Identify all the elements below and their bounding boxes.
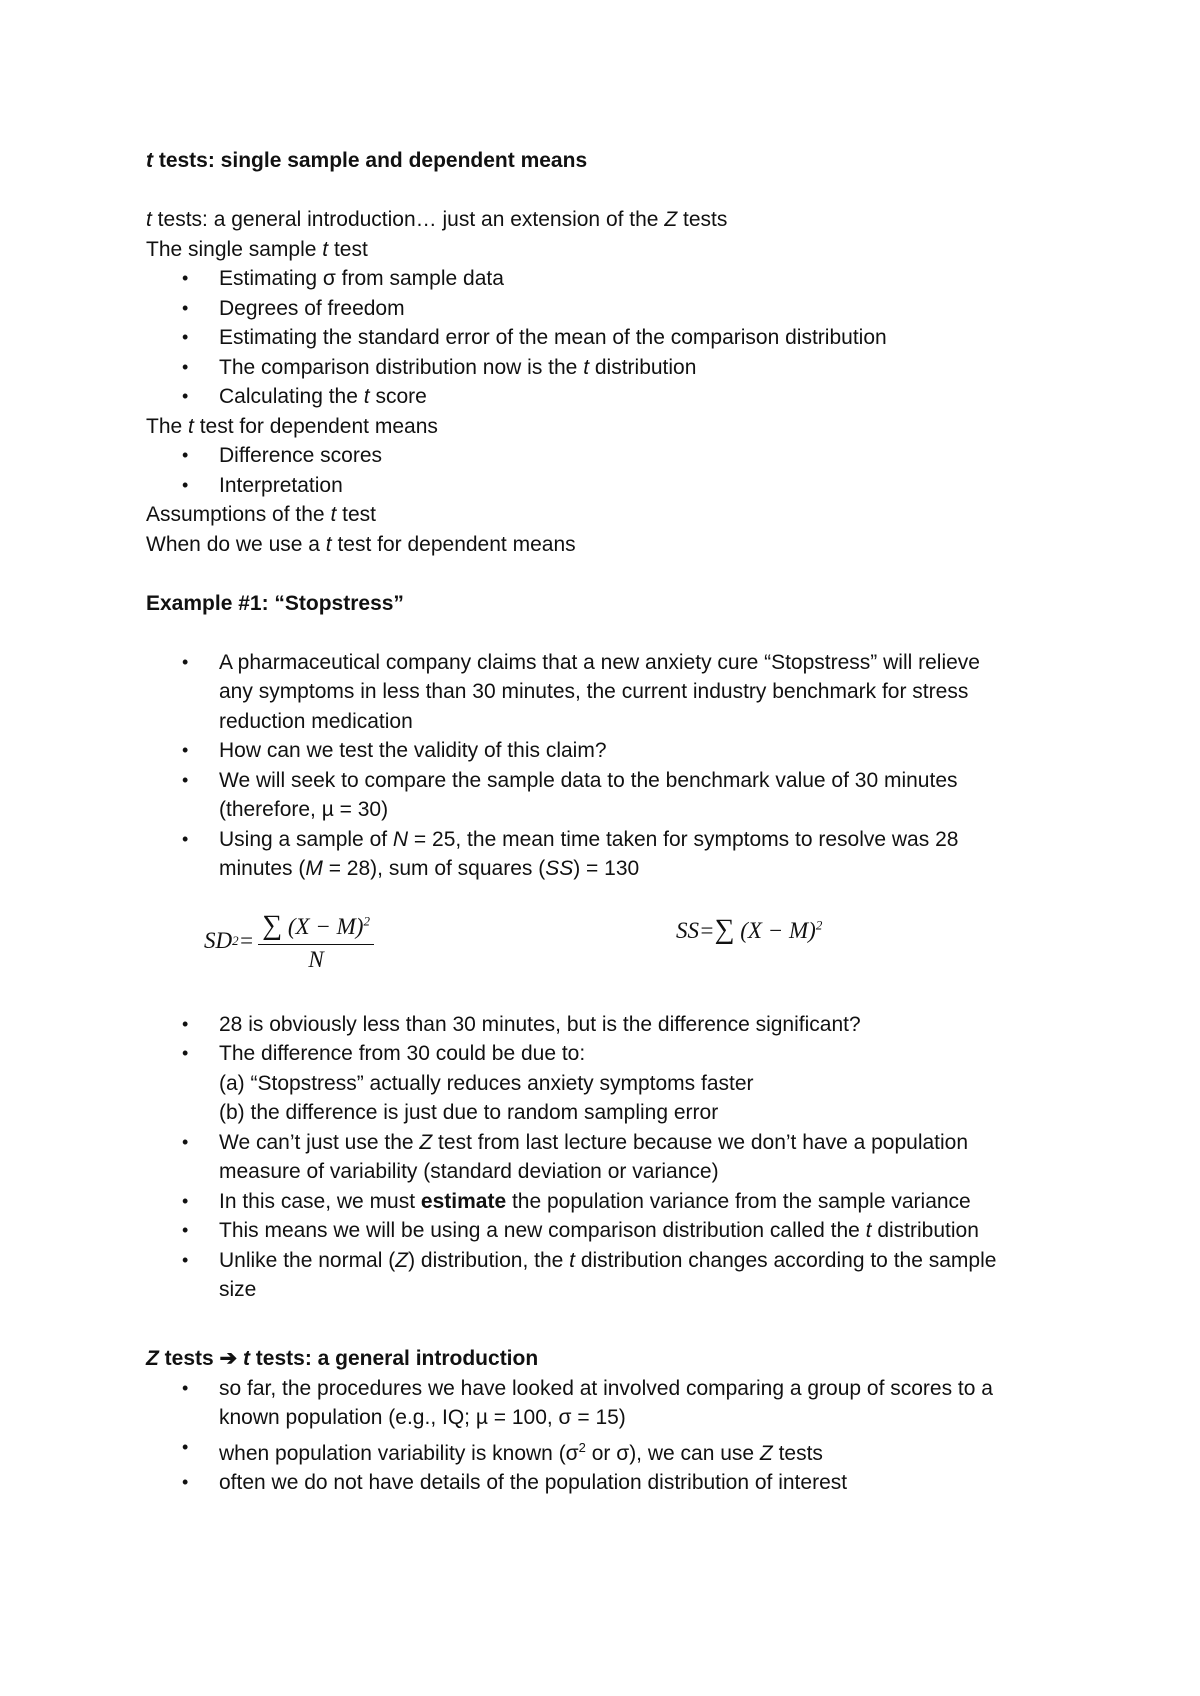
formulas-block [146, 892, 1076, 1010]
list-item: • Estimating σ from sample data [146, 264, 1076, 294]
list-item: • 28 is obviously less than 30 minutes, but is the difference significant? [146, 1010, 1076, 1040]
list-item: • Estimating the standard error of the mean of the comparison distribution [146, 323, 1076, 353]
outline-dependent-means-list [146, 441, 1076, 500]
outline-single-sample-list [146, 264, 1076, 412]
document-body [146, 146, 1076, 1498]
title-italic-t: t [146, 149, 153, 172]
fraction: $\frac{\sum (X - M)^2}{N}$ [258, 910, 374, 973]
list-item: • Unlike the normal (Z) distribution, the t distribution changes according to the sample size [146, 1246, 1076, 1305]
right-arrow-icon: ➔ [219, 1347, 238, 1370]
title-text: tests: single sample and dependent means [153, 149, 588, 172]
list-item: • often we do not have details of the population distribution of interest [146, 1468, 1076, 1498]
list-item: • We will seek to compare the sample data to the benchmark value of 30 minutes (therefore, µ = 30) [146, 766, 1076, 825]
outline-line-intro: t tests: a general introduction… just an extension of the Z tests [146, 208, 728, 231]
discussion-list [146, 1010, 1076, 1305]
list-item: • so far, the procedures we have looked at involved comparing a group of scores to a known population (e.g., IQ; µ = 100, σ = 15) [146, 1374, 1076, 1433]
list-item: • Interpretation [146, 471, 1076, 501]
section2-heading: Z tests ➔ t tests: a general introduction [146, 1347, 539, 1370]
example-list [146, 648, 1076, 884]
section2-list [146, 1374, 1076, 1498]
outline-line-when: When do we use a t test for dependent means [146, 532, 576, 556]
list-item: • In this case, we must estimate the population variance from the sample variance [146, 1187, 1076, 1217]
list-item: • How can we test the validity of this claim? [146, 736, 1076, 766]
sd-squared-formula: SD 2 = $\frac{\sum (X - M)^2}{N}$ [204, 910, 374, 973]
example-heading: Example #1: “Stopstress” [146, 591, 404, 615]
list-item: • Calculating the t score [146, 382, 1076, 412]
list-item: • The difference from 30 could be due to: (a) “Stopstress” actually reduces anxiety symptoms faster (b) the difference is just due to random sampling error [146, 1039, 1076, 1128]
list-item: • The comparison distribution now is the t distribution [146, 353, 1076, 383]
document-title [146, 146, 1076, 176]
outline-line-assumptions: Assumptions of the t test [146, 503, 376, 526]
list-item: • Using a sample of N = 25, the mean time taken for symptoms to resolve was 28 minutes (M = 28), sum of squares (SS) = 130 [146, 825, 1076, 884]
list-item: • Difference scores [146, 441, 1076, 471]
list-item: • when population variability is known ($\sigma^2$ or σ), we can use Z tests [146, 1433, 1076, 1469]
outline-line-single-sample: The single sample t test [146, 237, 368, 261]
list-item: • Degrees of freedom [146, 294, 1076, 324]
outline-line-dependent-means: The t test for dependent means [146, 414, 438, 438]
ss-formula: SS=∑ $(X - M)^2$ [676, 913, 823, 945]
list-item: • A pharmaceutical company claims that a new anxiety cure “Stopstress” will relieve any symptoms in less than 30 minutes, the current industry benchmark for stress reduction medication [146, 648, 1076, 737]
list-item: • This means we will be using a new comparison distribution called the t distribution [146, 1216, 1076, 1246]
list-item: • We can’t just use the Z test from last lecture because we don’t have a population measure of variability (standard deviation or variance) [146, 1128, 1076, 1187]
